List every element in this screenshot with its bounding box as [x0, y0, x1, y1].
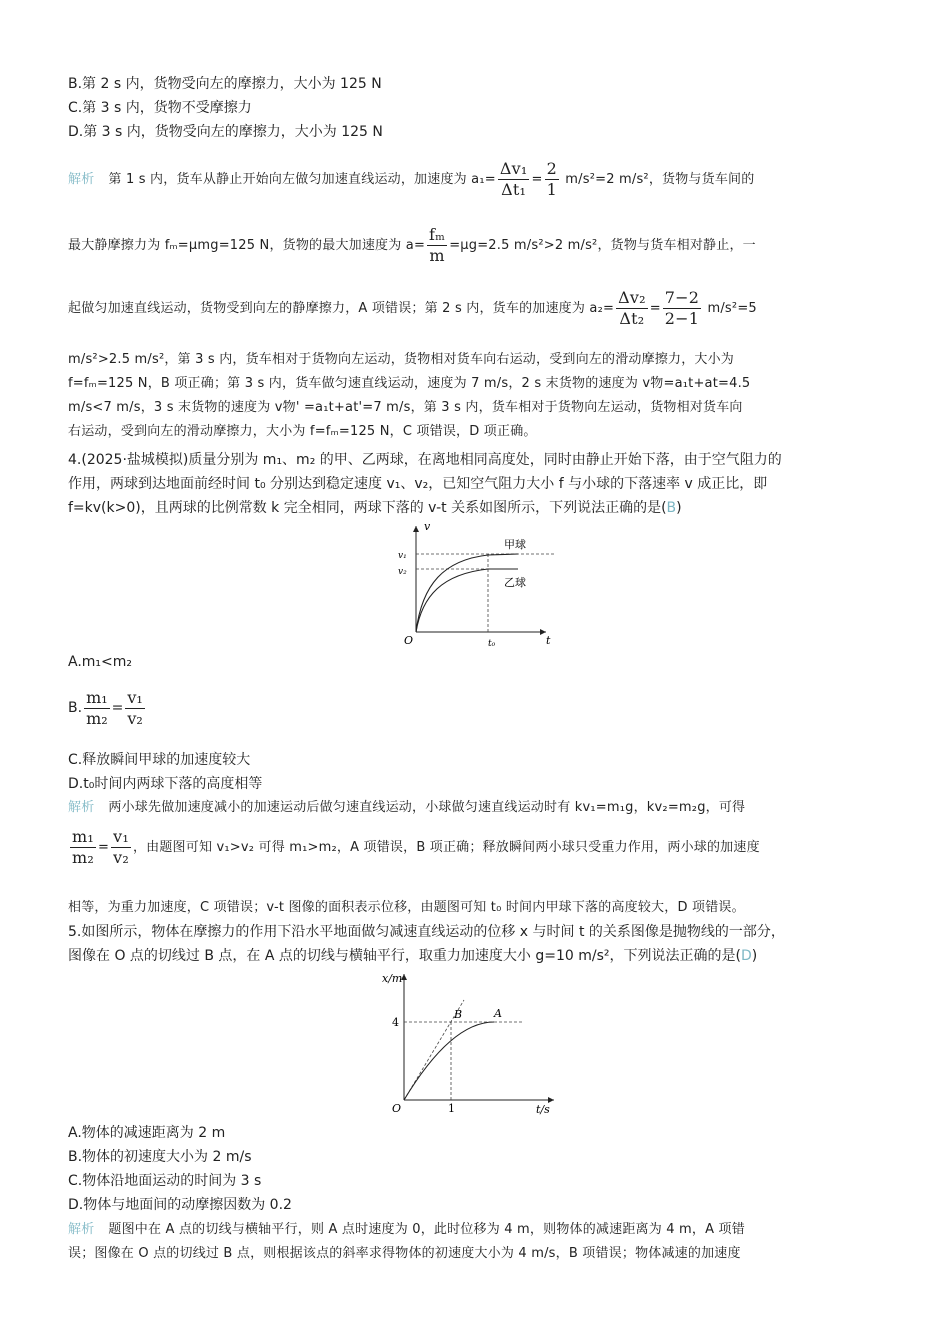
fraction: $\frac{\text{m₁}}{\text{m₂}}$ [86, 687, 108, 728]
curve-yi [416, 569, 518, 632]
q4-analysis-line-2: $\frac{\text{m₁}}{\text{m₂}}$ = $\frac{\text{v₁}}{\text{v₂}}$ ，由题图可知 v₁>v₂ 可得 m₁>m₂，A 项错误，B 项正确；释放瞬间两小球只受重力作用，两小球的加速度 [72, 827, 760, 867]
curve-jia [416, 554, 518, 632]
q3-options [68, 72, 883, 144]
q3-analysis-line-2: 最大静摩擦力为 fₘ=μmg=125 N，货物的最大加速度为 a= $\frac{\text{fₘ}}{m}$ =μg=2.5 m/s²>2 m/s²，货物与货车相对静止，一 [68, 225, 756, 265]
origin-label: O [392, 1102, 402, 1115]
q4-options-cd [68, 748, 883, 796]
curve-yi-label: 乙球 [504, 576, 526, 589]
q4-answer: B [666, 500, 677, 516]
y-tick-4: 4 [392, 1016, 399, 1029]
q5-option-d[interactable]: D.物体与地面间的动摩擦因数为 0.2 [68, 1197, 292, 1213]
fraction: $\frac{\text{fₘ}}{m}$ [429, 225, 446, 265]
q4-option-a[interactable]: A.m₁<m₂ [68, 654, 133, 670]
point-b-label: B [454, 1008, 463, 1021]
q3-option-b[interactable]: B.第 2 s 内，货物受向左的摩擦力，大小为 125 N [68, 76, 382, 92]
parabola [404, 1022, 494, 1100]
y-axis-label: v [424, 520, 431, 533]
fraction: $\frac{\text{v₁}}{\text{v₂}}$ [127, 687, 143, 728]
fraction: $\frac{\text{m₁}}{\text{m₂}}$ [72, 827, 94, 867]
fraction: $\frac{\text{Δv₁}}{\text{Δt₁}}$ [499, 159, 528, 199]
q4-stem: 4.(2025·盐城模拟)质量分别为 m₁、m₂ 的甲、乙两球，在离地相同高度处，同时由静止开始下落，由于空气阻力的 作用，两球到达地面前经时间 t₀ 分别达到稳定速度 v₁、v₂，已知空气阻力大小 f 与小球的下落速率 v 成正比，即 f=kv(k>0)，且两球的比例常数 k 完全相同，两球下落的 v-t 关系如图所示，下列说法正确的是(B) [68, 452, 782, 516]
fraction: $\frac{\text{Δv₂}}{\text{Δt₂}}$ [618, 288, 646, 328]
y-axis-label: x/m [382, 972, 403, 985]
q5-analysis: 解析 题图中在 A 点的切线与横轴平行，则 A 点时速度为 0，此时位移为 4 m，则物体的减速距离为 4 m，A 项错 误；图像在 O 点的切线过 B 点，则根据该点的斜率求得物体的初速度大小为 4 m/s，B 项错误；物体减速的加速度 [68, 1222, 745, 1261]
analysis-tag: 解析 [68, 800, 95, 815]
q4-analysis-line-1: 解析 两小球先做加速度减小的加速运动后做匀速直线运动，小球做匀速直线运动时有 kv₁=m₁g，kv₂=m₂g，可得 [68, 800, 746, 815]
q3-analysis-rest: m/s²>2.5 m/s²，第 3 s 内，货车相对于货物向左运动，货物相对货车向右运动，受到向左的滑动摩擦力，大小为 f=fₘ=125 N，B 项正确；第 3 s 内，货车做匀速直线运动，速度为 7 m/s，2 s 末货物的速度为 v物=a₁t+at=4.5 m/s<7 m/s，3 s 末货物的速度为 v物' =a₁t+at'=7 m/s，第 3 s 内，货车相对于货物向左运动，货物相对货车向 右运动，受到向左的滑动摩擦力，大小为 f=fₘ=125 N，C 项错误，D 项正确。 [68, 352, 751, 439]
t0-label: t₀ [488, 639, 496, 646]
q5-option-a[interactable]: A.物体的减速距离为 2 m [68, 1125, 226, 1141]
v1-label: v₁ [398, 551, 407, 561]
analysis-tag: 解析 [68, 1222, 95, 1237]
curve-jia-label: 甲球 [504, 538, 526, 551]
v2-label: v₂ [398, 567, 407, 577]
point-a-label: A [494, 1007, 502, 1020]
q5-options [68, 1121, 883, 1217]
q4-option-d[interactable]: D.t₀时间内两球下落的高度相等 [68, 776, 263, 792]
q4-option-b[interactable]: B. $\frac{\text{m₁}}{\text{m₂}}$ = $\frac{\text{v₁}}{\text{v₂}}$ [68, 687, 143, 728]
q5-option-b[interactable]: B.物体的初速度大小为 2 m/s [68, 1149, 252, 1165]
q5-option-c[interactable]: C.物体沿地面运动的时间为 3 s [68, 1173, 262, 1189]
analysis-tag: 解析 [68, 172, 95, 187]
fraction: $\frac{7-2}{2-1}$ [664, 288, 700, 328]
origin-label: O [404, 634, 414, 646]
q4-vt-graph [396, 520, 556, 646]
q5-stem: 5.如图所示，物体在摩擦力的作用下沿水平地面做匀减速直线运动的位移 x 与时间 t 的关系图像是抛物线的一部分， 图像在 O 点的切线过 B 点，在 A 点的切线与横轴平行，取重力加速度大小 g=10 m/s²，下列说法正确的是(D) [68, 924, 785, 964]
q3-analysis-line-1: 解析 第 1 s 内，货车从静止开始向左做匀加速直线运动，加速度为 a₁= $\frac{\text{Δv₁}}{\text{Δt₁}}$ = $\frac{2}{1}$ m/s²=2 m/s²，货物与货车间的 [68, 159, 755, 199]
x-axis-label: t/s [536, 1103, 550, 1116]
q4-option-c[interactable]: C.释放瞬间甲球的加速度较大 [68, 752, 251, 768]
fraction: $\frac{2}{1}$ [546, 159, 557, 199]
q4-analysis-line-3: 相等，为重力加速度，C 项错误；v-t 图像的面积表示位移，由题图可知 t₀ 时间内甲球下落的高度较大，D 项错误。 [68, 900, 745, 915]
q3-option-d[interactable]: D.第 3 s 内，货物受向左的摩擦力，大小为 125 N [68, 124, 383, 140]
q5-answer: D [740, 948, 752, 964]
q5-xt-graph [364, 970, 564, 1118]
q3-option-c[interactable]: C.第 3 s 内，货物不受摩擦力 [68, 100, 252, 116]
x-axis-label: t [546, 634, 551, 646]
x-tick-1: 1 [448, 1102, 455, 1115]
q3-analysis-line-3: 起做匀加速直线运动，货物受到向左的静摩擦力，A 项错误；第 2 s 内，货车的加速度为 a₂= $\frac{\text{Δv₂}}{\text{Δt₂}}$ = $\frac{7-2}{2-1}$ m/s²=5 [68, 288, 757, 328]
fraction: $\frac{\text{v₁}}{\text{v₂}}$ [113, 827, 129, 867]
